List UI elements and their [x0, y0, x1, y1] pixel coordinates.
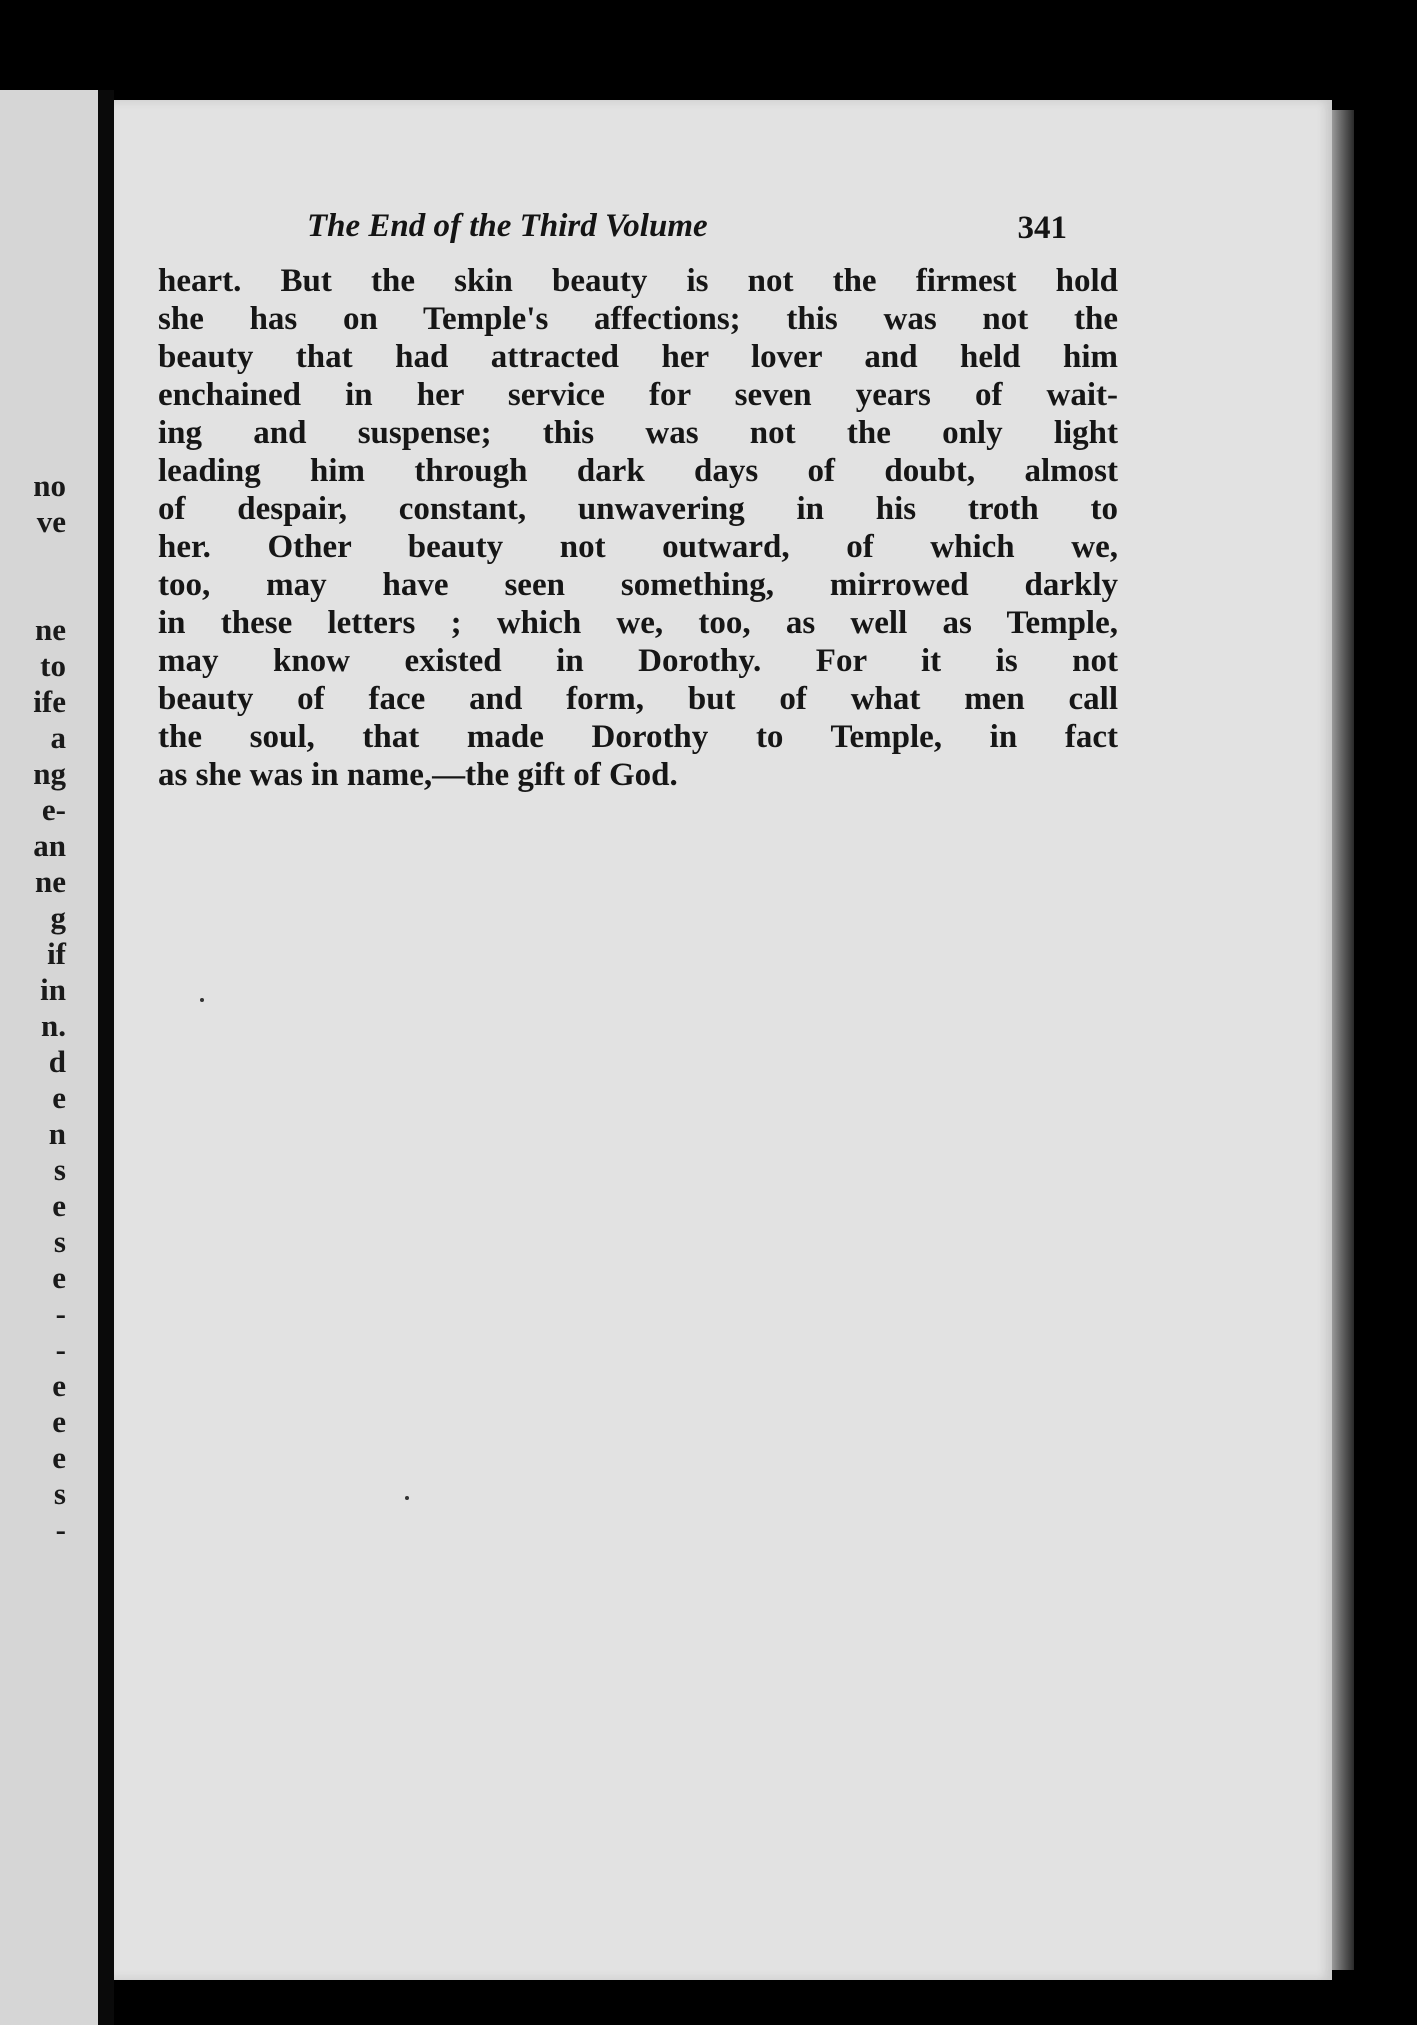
- left-page-fragment: e: [52, 1260, 66, 1295]
- left-page-fragment: d: [48, 1044, 66, 1079]
- text-line: may know existed in Dorothy. For it is not: [158, 643, 1118, 679]
- left-page-fragment: s: [53, 1476, 66, 1511]
- left-page-fragment: no: [33, 468, 66, 503]
- text-line: beauty of face and form, but of what men call: [158, 681, 1118, 717]
- text-line: of despair, constant, unwavering in his troth to: [158, 491, 1118, 527]
- running-head: [307, 208, 1067, 258]
- left-page-fragment: e: [52, 1404, 66, 1439]
- left-page-fragment: ng: [33, 756, 66, 791]
- left-page-fragment: a: [50, 720, 66, 755]
- left-page-fragment: s: [53, 1152, 66, 1187]
- left-page-edge: [0, 90, 98, 2025]
- left-page-fragment: e-: [41, 792, 66, 827]
- running-head-title: The End of the Third Volume: [307, 208, 708, 244]
- text-line: her. Other beauty not outward, of which we,: [158, 529, 1118, 565]
- left-page-fragment: -: [55, 1332, 66, 1367]
- page-number: 341: [1017, 210, 1067, 246]
- paper-speck: [405, 1496, 409, 1500]
- left-page-fragment: ne: [35, 612, 66, 647]
- left-page-fragment: [0, 576, 66, 612]
- left-page-fragment: n.: [41, 1008, 66, 1043]
- binding-gutter: [98, 90, 114, 2025]
- text-line: in these letters ; which we, too, as well as Temple,: [158, 605, 1118, 641]
- left-page-fragment: e: [52, 1368, 66, 1403]
- paper-speck: [200, 998, 204, 1002]
- left-page-fragment: -: [55, 1512, 66, 1547]
- left-page-fragment: n: [48, 1116, 66, 1151]
- left-page-fragment: e: [52, 1188, 66, 1223]
- left-page-fragment: ife: [33, 684, 66, 719]
- left-page-fragment: e: [52, 1440, 66, 1475]
- left-page-fragment: -: [55, 1296, 66, 1331]
- left-page-fragment: if: [47, 936, 66, 971]
- text-line-last: as she was in name,—the gift of God.: [158, 757, 678, 793]
- left-page-fragment: an: [33, 828, 66, 863]
- left-page-text-fragments: [0, 468, 66, 1548]
- left-page-fragment: ne: [35, 864, 66, 899]
- page-right-edge: [1332, 110, 1354, 1970]
- body-text: [158, 262, 1118, 794]
- text-line: ing and suspense; this was not the only light: [158, 415, 1118, 451]
- text-line: leading him through dark days of doubt, almost: [158, 453, 1118, 489]
- text-line: heart. But the skin beauty is not the firmest hold: [158, 263, 1118, 299]
- text-line: the soul, that made Dorothy to Temple, in fact: [158, 719, 1118, 755]
- text-line: she has on Temple's affections; this was not the: [158, 301, 1118, 337]
- left-page-fragment: [0, 540, 66, 576]
- left-page-fragment: e: [52, 1080, 66, 1115]
- left-page-fragment: ve: [36, 504, 66, 539]
- left-page-fragment: in: [40, 972, 66, 1007]
- text-line: beauty that had attracted her lover and held him: [158, 339, 1118, 375]
- text-line: too, may have seen something, mirrowed darkly: [158, 567, 1118, 603]
- text-line: enchained in her service for seven years of wait-: [158, 377, 1118, 413]
- left-page-fragment: to: [40, 648, 66, 683]
- left-page-fragment: g: [50, 900, 66, 935]
- left-page-fragment: s: [53, 1224, 66, 1259]
